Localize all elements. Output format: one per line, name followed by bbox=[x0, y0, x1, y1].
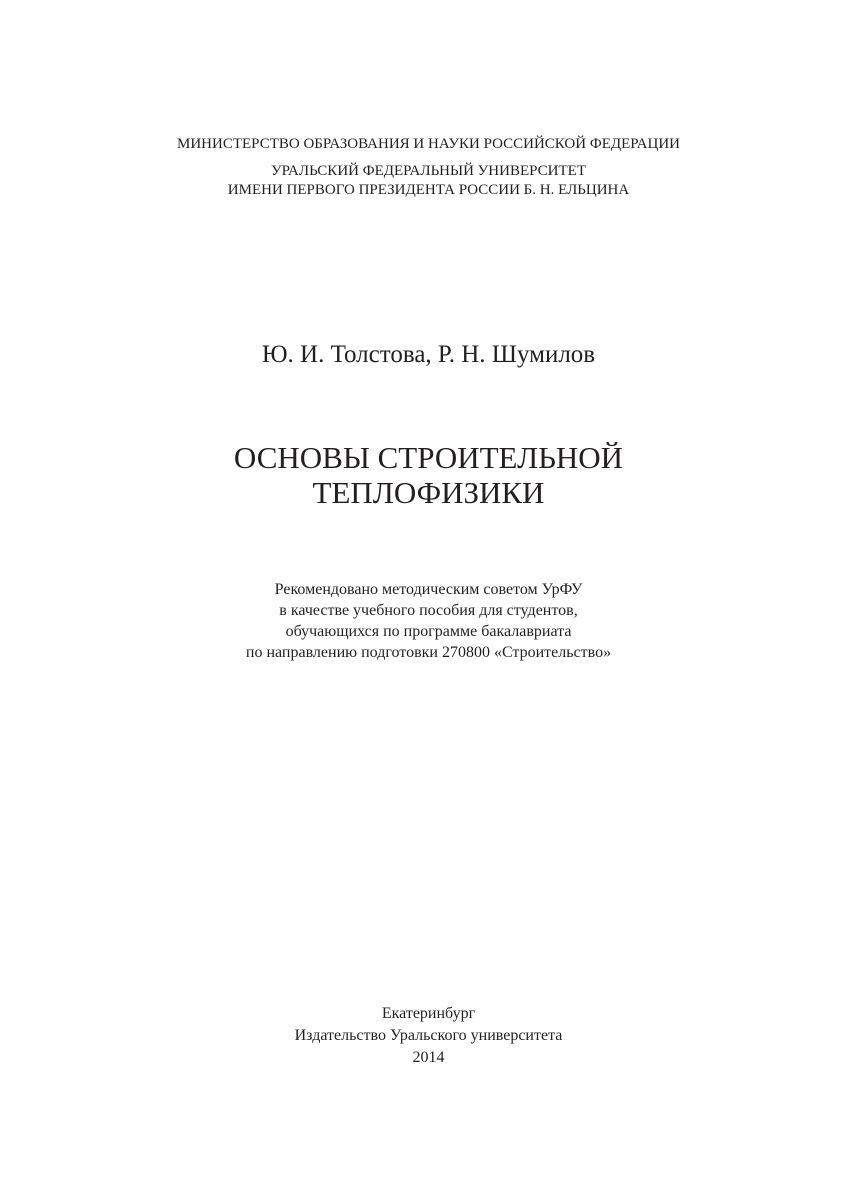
recommendation-line-2: в качестве учебного пособия для студентов, bbox=[279, 602, 578, 619]
university-line-1: УРАЛЬСКИЙ ФЕДЕРАЛЬНЫЙ УНИВЕРСИТЕТ bbox=[271, 163, 586, 179]
authors-line: Ю. И. Толстова, Р. Н. Шумилов bbox=[261, 341, 596, 368]
university-header bbox=[0, 162, 857, 200]
ministry-header bbox=[0, 136, 857, 153]
imprint-publisher: Издательство Уральского университета bbox=[294, 1027, 563, 1044]
book-title bbox=[0, 440, 857, 510]
title-line-2: ТЕПЛОФИЗИКИ bbox=[312, 475, 545, 510]
publication-imprint bbox=[0, 1003, 857, 1069]
university-line-2: ИМЕНИ ПЕРВОГО ПРЕЗИДЕНТА РОССИИ Б. Н. ЕЛЬЦИНА bbox=[227, 182, 630, 198]
book-authors bbox=[0, 339, 857, 371]
title-line-1: ОСНОВЫ СТРОИТЕЛЬНОЙ bbox=[233, 440, 624, 475]
recommendation-line-1: Рекомендовано методическим советом УрФУ bbox=[274, 581, 583, 598]
recommendation-note bbox=[0, 579, 857, 663]
recommendation-line-4: по направлению подготовки 270800 «Строительство» bbox=[245, 644, 612, 661]
recommendation-line-3: обучающихся по программе бакалавриата bbox=[285, 623, 572, 640]
ministry-line: МИНИСТЕРСТВО ОБРАЗОВАНИЯ И НАУКИ РОССИЙСКОЙ ФЕДЕРАЦИИ bbox=[177, 136, 680, 152]
imprint-year: 2014 bbox=[412, 1049, 445, 1066]
imprint-city: Екатеринбург bbox=[381, 1005, 476, 1022]
